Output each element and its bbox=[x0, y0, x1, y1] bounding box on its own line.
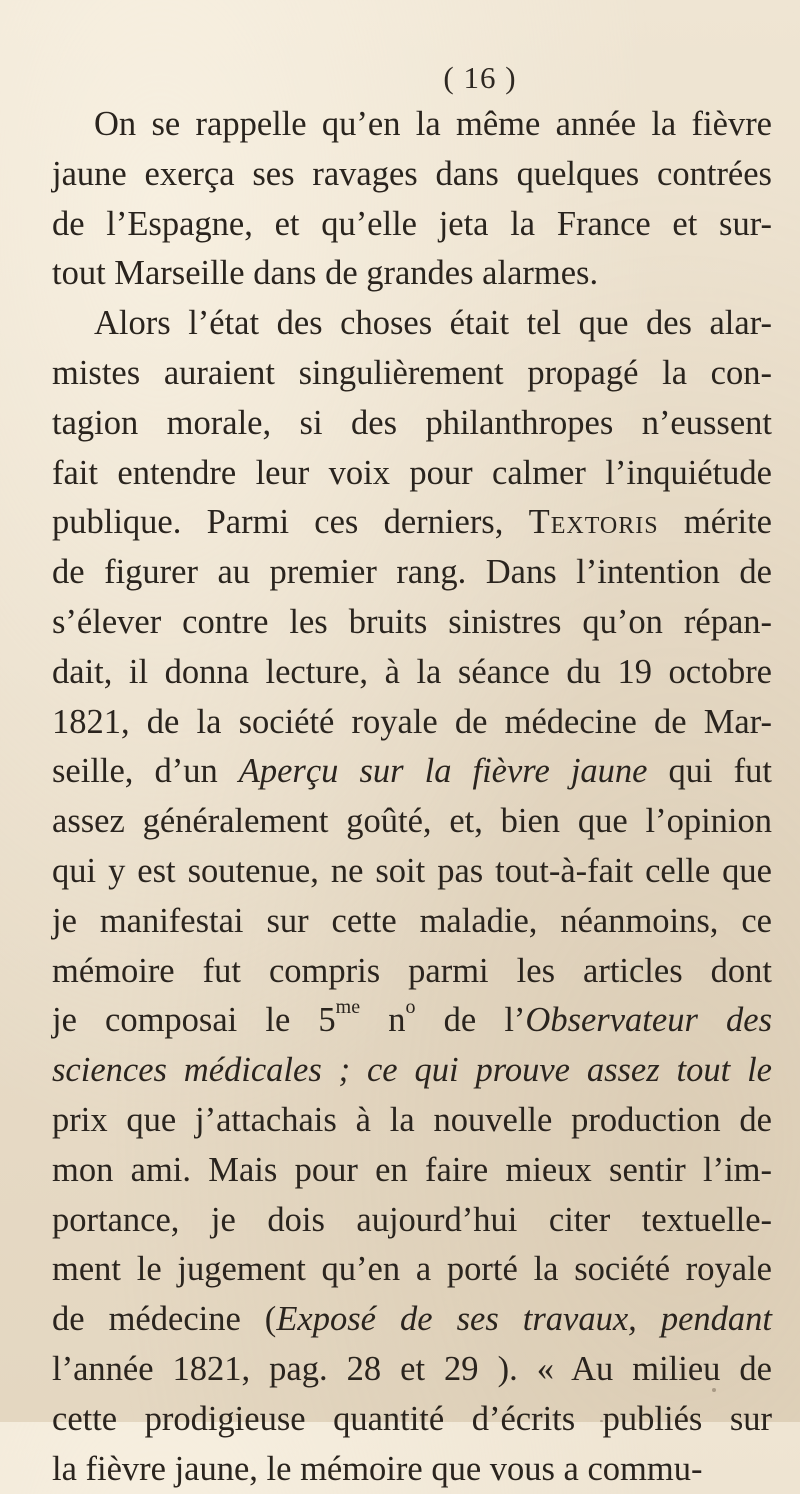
text-line: la fièvre jaune, le mémoire que vous a commu- bbox=[52, 1449, 703, 1488]
text-line: portance, je dois aujourd’hui citer textuelle- bbox=[52, 1200, 772, 1239]
page-number: ( 16 ) bbox=[443, 60, 517, 95]
text-line bbox=[52, 498, 772, 548]
text-segment: de médecine ( bbox=[52, 1300, 277, 1339]
text-segment: publique. Parmi ces derniers, bbox=[52, 503, 529, 542]
text-segment: de l’ bbox=[415, 1001, 526, 1040]
numero-superscript: o bbox=[405, 996, 416, 1019]
text-line bbox=[52, 1295, 772, 1345]
text-line: de figurer au premier rang. Dans l’intention de bbox=[52, 553, 772, 592]
text-line: qui y est soutenue, ne soit pas tout-à-fait celle que bbox=[52, 851, 772, 890]
report-title: Exposé de ses travaux bbox=[276, 1300, 629, 1339]
text-line: prix que j’attachais à la nouvelle production de bbox=[52, 1100, 772, 1139]
text-line: Alors l’état des choses était tel que des alar- bbox=[94, 304, 772, 343]
text-line: je manifestai sur cette maladie, néanmoins, ce bbox=[52, 901, 772, 940]
text-line: mon ami. Mais pour en faire mieux sentir l’im- bbox=[52, 1150, 772, 1189]
text-line: mémoire fut compris parmi les articles dont bbox=[52, 951, 772, 990]
journal-title: Observateur des bbox=[525, 1001, 772, 1040]
text-segment: mérite bbox=[658, 503, 772, 542]
ordinal-superscript: me bbox=[335, 996, 361, 1019]
text-line: de l’Espagne, et qu’elle jeta la France et sur- bbox=[52, 204, 772, 243]
text-segment: qui fut bbox=[647, 752, 772, 791]
text-line bbox=[52, 747, 772, 797]
text-line: l’année 1821, pag. 28 et 29 ). « Au milieu de bbox=[52, 1349, 772, 1388]
text-line: ment le jugement qu’en a porté la société royale bbox=[52, 1250, 772, 1289]
text-line: fait entendre leur voix pour calmer l’inquiétude bbox=[52, 453, 772, 492]
body-text bbox=[52, 100, 772, 1494]
text-line: dait, il donna lecture, à la séance du 19 octobre bbox=[52, 652, 772, 691]
work-title: Aperçu sur la fièvre jaune bbox=[238, 752, 648, 791]
text-line: jaune exerça ses ravages dans quelques contrées bbox=[52, 154, 772, 193]
text-segment: n bbox=[360, 1001, 406, 1040]
text-line: cette prodigieuse quantité d’écrits publiés sur bbox=[52, 1399, 772, 1438]
text-line: On se rappelle qu’en la même année la fièvre bbox=[94, 105, 772, 143]
text-line: s’élever contre les bruits sinistres qu’on répan- bbox=[52, 602, 772, 641]
text-line: tagion morale, si des philanthropes n’eussent bbox=[52, 403, 772, 442]
paper-speck bbox=[623, 128, 626, 131]
text-line: 1821, de la société royale de médecine de Mar- bbox=[52, 702, 772, 741]
text-segment: , pendant bbox=[628, 1300, 772, 1339]
text-line: mistes auraient singulièrement propagé la con- bbox=[52, 353, 772, 392]
text-segment: je composai le 5 bbox=[52, 1001, 336, 1040]
text-line: tout Marseille dans de grandes alarmes. bbox=[52, 254, 599, 293]
text-line bbox=[52, 996, 772, 1046]
journal-title-cont: sciences médicales ; ce qui prouve assez tout le bbox=[52, 1051, 772, 1090]
text-segment: seille, d’un bbox=[52, 752, 239, 791]
author-name: Textoris bbox=[528, 503, 659, 542]
paper-speck bbox=[712, 1388, 716, 1392]
text-line bbox=[52, 1046, 772, 1096]
text-line: assez généralement goûté, et, bien que l’opinion bbox=[52, 802, 772, 841]
